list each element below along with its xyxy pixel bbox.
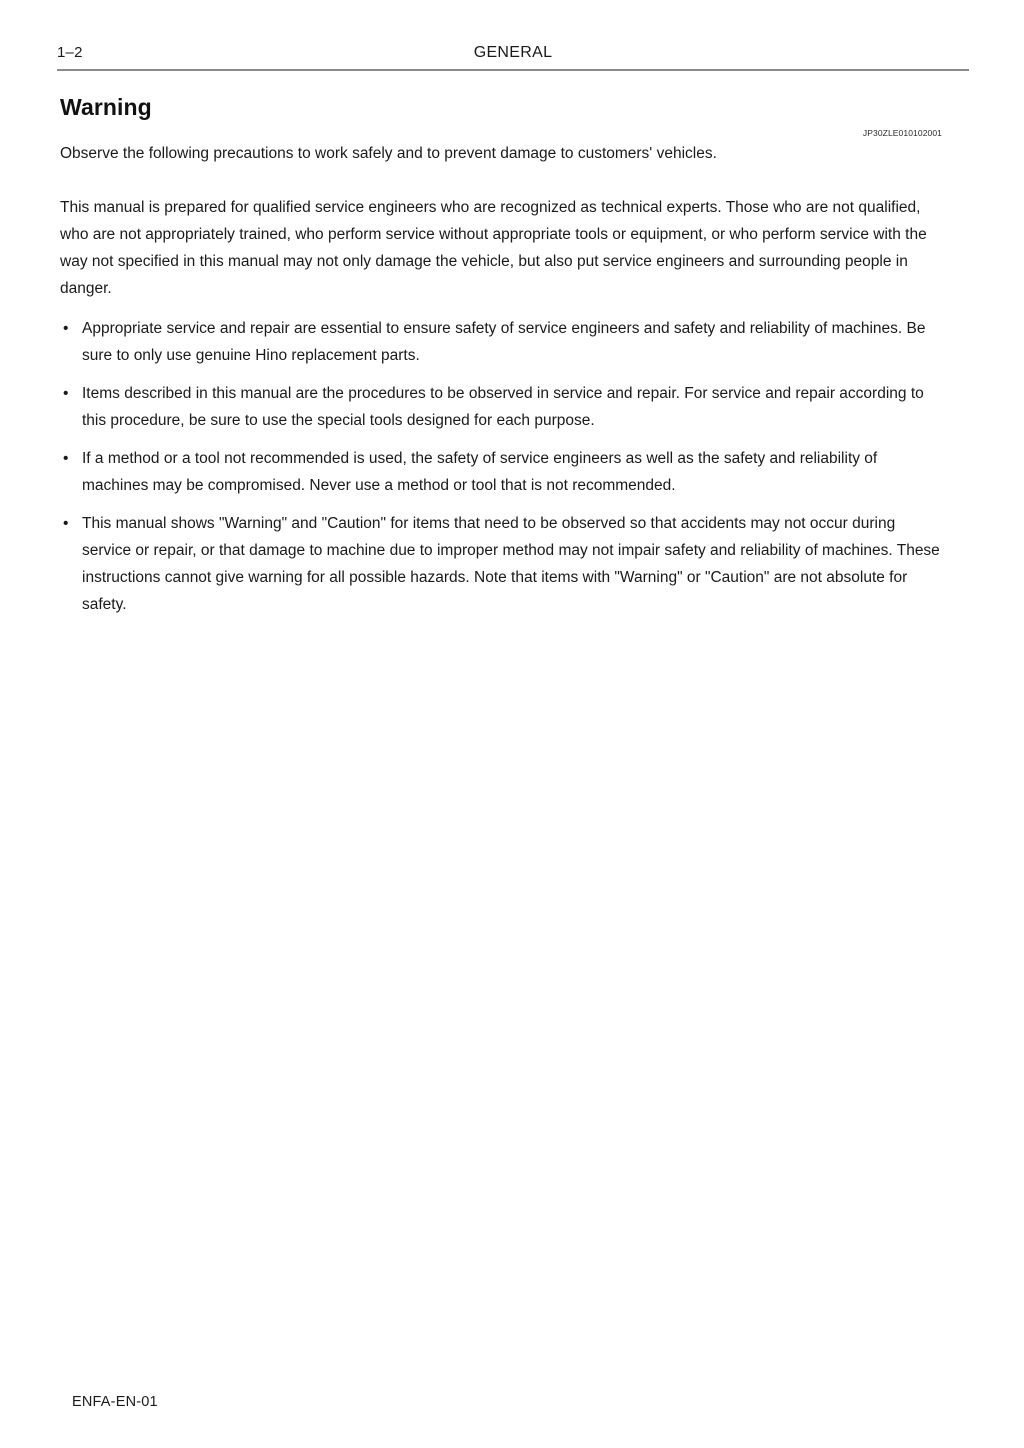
list-item-text: This manual shows "Warning" and "Caution" for items that need to be observed so that accidents may not occur during service or repair, or that damage to machine due to improper method may not impair safety and reliability of machines. These instructions cannot give warning for all possible hazards. Note that items with "Warning" or "Caution" are not absolute for safety.	[82, 515, 940, 613]
header-divider-rule	[57, 69, 969, 71]
list-item	[60, 445, 942, 499]
list-item	[60, 510, 942, 618]
intro-paragraph: Observe the following precautions to work safely and to prevent damage to customers' vehicles.	[60, 145, 717, 162]
page-running-header	[57, 44, 969, 68]
document-reference-code: JP30ZLE010102001	[862, 128, 942, 138]
bullet-dot-icon: •	[63, 320, 69, 337]
list-item-text: If a method or a tool not recommended is used, the safety of service engineers as well as the safety and reliability of machines may be compromised. Never use a method or tool that is not recommended.	[82, 450, 878, 494]
bullet-dot-icon: •	[63, 450, 69, 467]
list-item	[60, 380, 942, 434]
header-page-number: 1–2	[57, 44, 83, 61]
footer-document-id: ENFA-EN-01	[72, 1394, 158, 1410]
list-item-text: Items described in this manual are the procedures to be observed in service and repair. For service and repair according to this procedure, be sure to use the special tools designed for each purpose.	[82, 385, 924, 429]
bullet-dot-icon: •	[63, 515, 69, 532]
list-item-text: Appropriate service and repair are essential to ensure safety of service engineers and safety and reliability of machines. Be sure to only use genuine Hino replacement parts.	[82, 320, 926, 364]
page-content	[60, 92, 942, 618]
list-item	[60, 315, 942, 369]
header-section-title: GENERAL	[473, 44, 553, 61]
bullet-dot-icon: •	[63, 385, 69, 402]
page-title: Warning	[60, 94, 152, 120]
precautions-list	[60, 315, 942, 618]
body-paragraph: This manual is prepared for qualified service engineers who are recognized as technical experts. Those who are not qualified, who are not appropriately trained, who perform service without appropriate tools or equipment, or who perform service with the way not specified in this manual may not only damage the vehicle, but also put service engineers and surrounding people in danger.	[60, 199, 927, 297]
